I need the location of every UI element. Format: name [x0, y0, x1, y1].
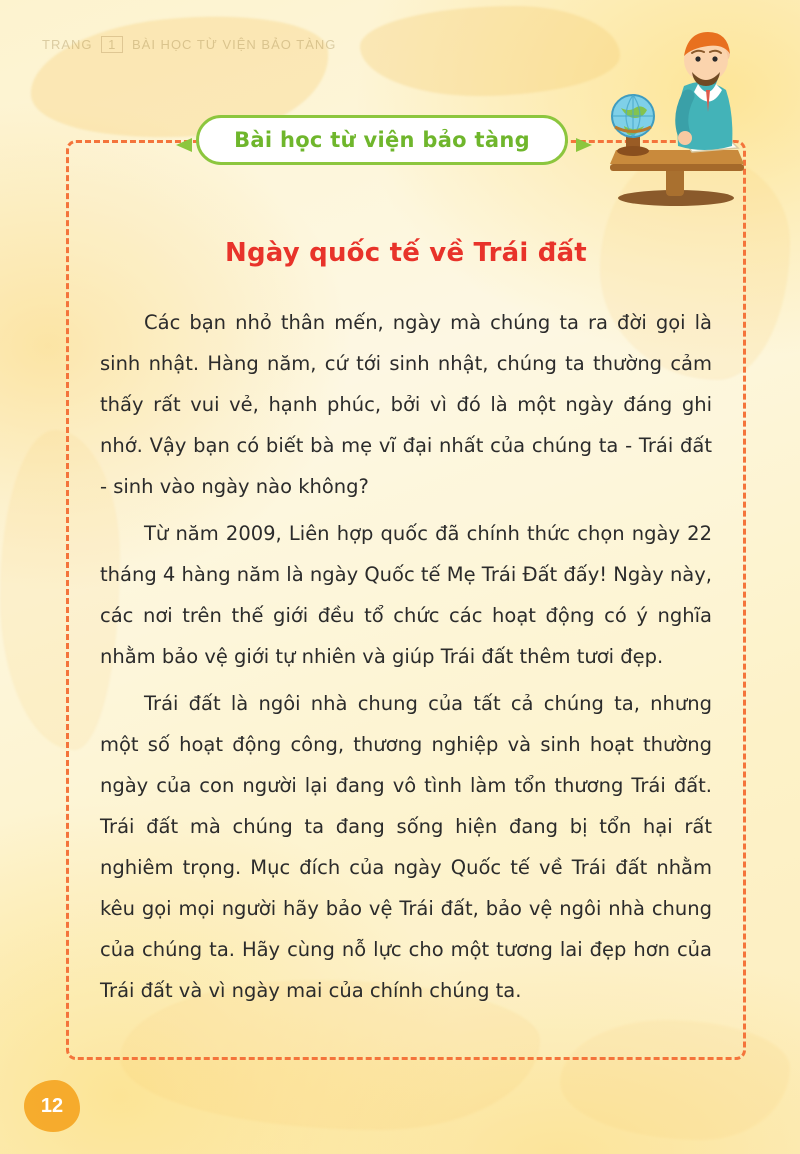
faded-header-box: 1 [101, 36, 123, 53]
faded-page-header [42, 36, 336, 53]
article-paragraph: Các bạn nhỏ thân mến, ngày mà chúng ta ra đời gọi là sinh nhật. Hàng năm, cứ tới sinh nhật, chúng ta thường cảm thấy rất vui vẻ, hạnh phúc, bởi vì đó là một ngày đáng ghi nhớ. Vậy bạn có biết bà mẹ vĩ đại nhất của chúng ta - Trái đất - sinh vào ngày nào không? [100, 311, 712, 498]
background-watermark [360, 6, 620, 96]
section-ribbon-label: Bài học từ viện bảo tàng [234, 128, 530, 152]
article [100, 238, 712, 1017]
faded-header-right: BÀI HỌC TỪ VIỆN BẢO TÀNG [131, 37, 337, 52]
section-ribbon [196, 115, 568, 165]
teacher-with-globe-illustration [588, 22, 758, 207]
ribbon-tail-left [176, 138, 192, 152]
page-number-container [24, 1080, 88, 1144]
article-paragraph: Trái đất là ngôi nhà chung của tất cả chúng ta, nhưng một số hoạt động công, thương nghiệp và sinh hoạt thường ngày của con người lại đang vô tình làm tổn thương Trái đất. Trái đất mà chúng ta đang sống hiện đang bị tổn hại rất nghiêm trọng. Mục đích của ngày Quốc tế về Trái đất nhằm kêu gọi mọi người hãy bảo vệ Trái đất, bảo vệ ngôi nhà chung của chúng ta. Hãy cùng nỗ lực cho một tương lai đẹp hơn của Trái đất và vì ngày mai của chính chúng ta. [100, 692, 712, 1002]
faded-header-left: TRANG [42, 37, 93, 52]
article-title: Ngày quốc tế về Trái đất [225, 238, 587, 268]
article-paragraph: Từ năm 2009, Liên hợp quốc đã chính thức chọn ngày 22 tháng 4 hàng năm là ngày Quốc tế Mẹ Trái Đất đấy! Ngày này, các nơi trên thế giới đều tổ chức các hoạt động có ý nghĩa nhằm bảo vệ giới tự nhiên và giúp Trái đất thêm tươi đẹp. [100, 522, 712, 668]
page-number: 12 [40, 1094, 64, 1117]
